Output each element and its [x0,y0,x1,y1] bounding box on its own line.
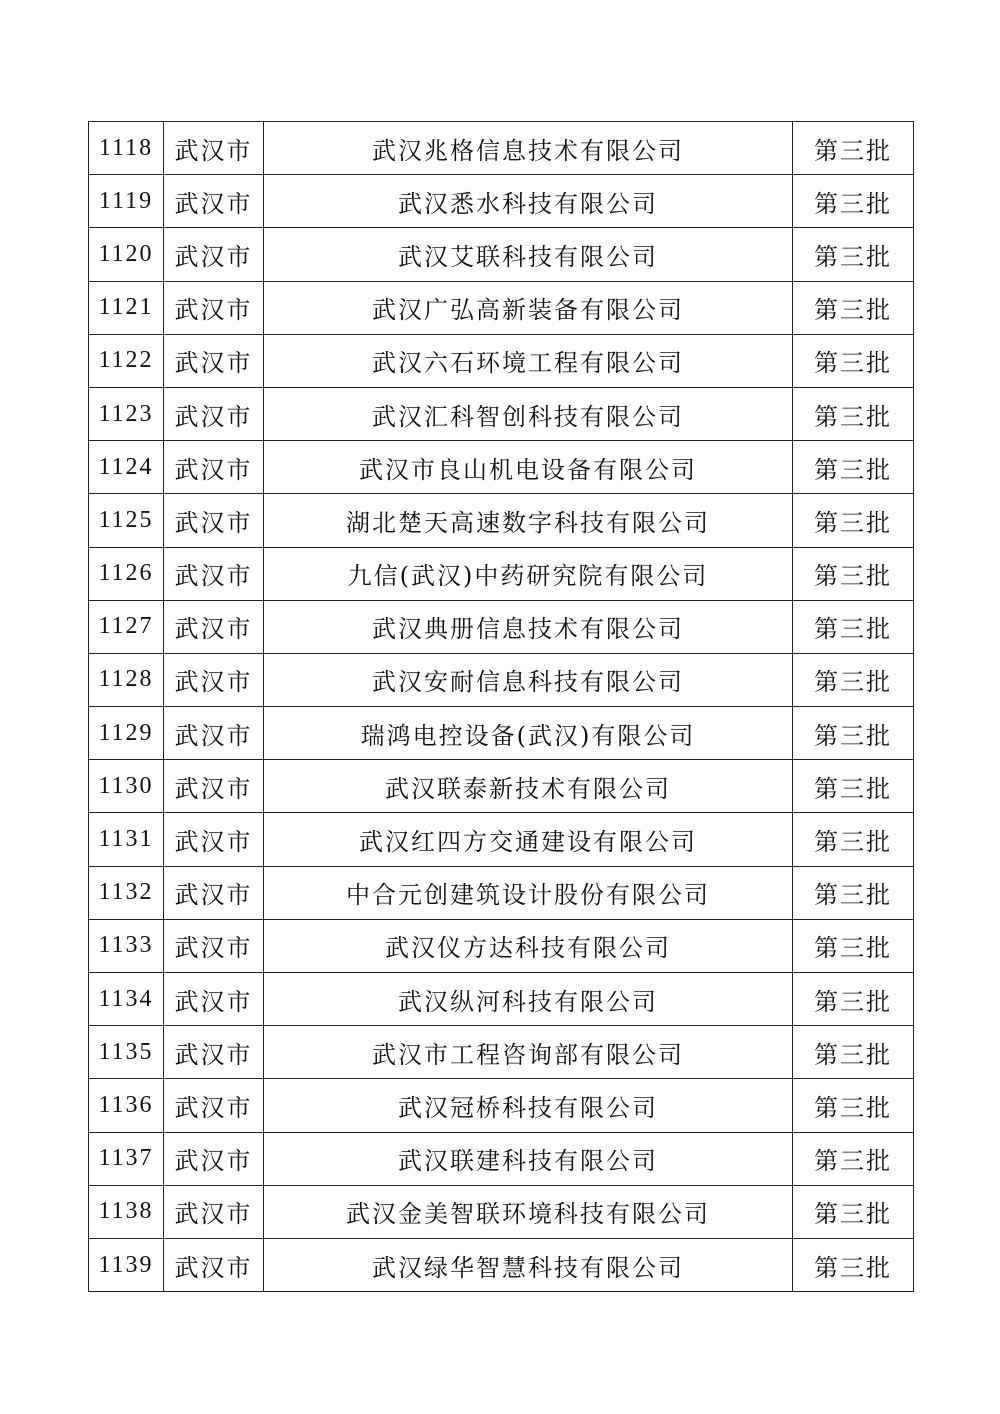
city-cell: 武汉市 [164,707,264,760]
row-number: 1124 [89,441,164,494]
table-body [89,122,914,1292]
batch-cell: 第三批 [793,441,914,494]
company-name-cell: 武汉绿华智慧科技有限公司 [264,1238,793,1291]
row-number: 1121 [89,281,164,334]
company-name-cell: 武汉市工程咨询部有限公司 [264,1026,793,1079]
batch-cell: 第三批 [793,973,914,1026]
company-name-cell: 湖北楚天高速数字科技有限公司 [264,494,793,547]
city-cell: 武汉市 [164,122,264,175]
company-name-cell: 武汉市良山机电设备有限公司 [264,441,793,494]
row-number: 1120 [89,228,164,281]
table-row [89,760,914,813]
table-row [89,1079,914,1132]
city-cell: 武汉市 [164,866,264,919]
company-name-cell: 武汉六石环境工程有限公司 [264,334,793,387]
row-number: 1129 [89,707,164,760]
company-name-cell: 武汉纵河科技有限公司 [264,973,793,1026]
batch-cell: 第三批 [793,547,914,600]
row-number: 1139 [89,1238,164,1291]
row-number: 1118 [89,122,164,175]
city-cell: 武汉市 [164,1026,264,1079]
city-cell: 武汉市 [164,387,264,440]
table-row [89,600,914,653]
company-name-cell: 武汉安耐信息科技有限公司 [264,653,793,706]
company-name-cell: 九信(武汉)中药研究院有限公司 [264,547,793,600]
city-cell: 武汉市 [164,1132,264,1185]
table-row [89,494,914,547]
city-cell: 武汉市 [164,281,264,334]
row-number: 1138 [89,1185,164,1238]
row-number: 1136 [89,1079,164,1132]
row-number: 1126 [89,547,164,600]
company-name-cell: 武汉联泰新技术有限公司 [264,760,793,813]
row-number: 1131 [89,813,164,866]
table-row [89,228,914,281]
city-cell: 武汉市 [164,441,264,494]
company-name-cell: 武汉仪方达科技有限公司 [264,919,793,972]
table-row [89,653,914,706]
table-row [89,387,914,440]
table-row [89,122,914,175]
row-number: 1135 [89,1026,164,1079]
company-name-cell: 武汉艾联科技有限公司 [264,228,793,281]
table-row [89,175,914,228]
row-number: 1123 [89,387,164,440]
row-number: 1122 [89,334,164,387]
company-name-cell: 武汉冠桥科技有限公司 [264,1079,793,1132]
city-cell: 武汉市 [164,547,264,600]
table-row [89,813,914,866]
batch-cell: 第三批 [793,1132,914,1185]
row-number: 1134 [89,973,164,1026]
table-row [89,973,914,1026]
table-row [89,334,914,387]
company-name-cell: 武汉红四方交通建设有限公司 [264,813,793,866]
company-name-cell: 武汉典册信息技术有限公司 [264,600,793,653]
row-number: 1130 [89,760,164,813]
table-row [89,866,914,919]
table-row [89,1026,914,1079]
batch-cell: 第三批 [793,919,914,972]
row-number: 1128 [89,653,164,706]
city-cell: 武汉市 [164,760,264,813]
row-number: 1133 [89,919,164,972]
company-name-cell: 武汉金美智联环境科技有限公司 [264,1185,793,1238]
city-cell: 武汉市 [164,600,264,653]
batch-cell: 第三批 [793,494,914,547]
city-cell: 武汉市 [164,1079,264,1132]
batch-cell: 第三批 [793,866,914,919]
city-cell: 武汉市 [164,334,264,387]
city-cell: 武汉市 [164,973,264,1026]
company-name-cell: 武汉兆格信息技术有限公司 [264,122,793,175]
table-row [89,1132,914,1185]
batch-cell: 第三批 [793,760,914,813]
city-cell: 武汉市 [164,919,264,972]
row-number: 1137 [89,1132,164,1185]
company-name-cell: 瑞鸿电控设备(武汉)有限公司 [264,707,793,760]
batch-cell: 第三批 [793,1026,914,1079]
company-name-cell: 中合元创建筑设计股份有限公司 [264,866,793,919]
batch-cell: 第三批 [793,1079,914,1132]
batch-cell: 第三批 [793,813,914,866]
city-cell: 武汉市 [164,228,264,281]
table-row [89,547,914,600]
company-list-table [88,121,914,1292]
batch-cell: 第三批 [793,281,914,334]
table-row [89,281,914,334]
batch-cell: 第三批 [793,334,914,387]
batch-cell: 第三批 [793,1185,914,1238]
batch-cell: 第三批 [793,387,914,440]
company-name-cell: 武汉广弘高新装备有限公司 [264,281,793,334]
batch-cell: 第三批 [793,707,914,760]
batch-cell: 第三批 [793,175,914,228]
batch-cell: 第三批 [793,228,914,281]
batch-cell: 第三批 [793,653,914,706]
city-cell: 武汉市 [164,494,264,547]
city-cell: 武汉市 [164,653,264,706]
table-row [89,707,914,760]
table-row [89,1185,914,1238]
company-name-cell: 武汉悉水科技有限公司 [264,175,793,228]
batch-cell: 第三批 [793,600,914,653]
batch-cell: 第三批 [793,1238,914,1291]
table-row [89,1238,914,1291]
city-cell: 武汉市 [164,1238,264,1291]
table-row [89,441,914,494]
row-number: 1119 [89,175,164,228]
city-cell: 武汉市 [164,813,264,866]
row-number: 1127 [89,600,164,653]
table-row [89,919,914,972]
city-cell: 武汉市 [164,1185,264,1238]
row-number: 1132 [89,866,164,919]
batch-cell: 第三批 [793,122,914,175]
row-number: 1125 [89,494,164,547]
company-name-cell: 武汉联建科技有限公司 [264,1132,793,1185]
city-cell: 武汉市 [164,175,264,228]
company-name-cell: 武汉汇科智创科技有限公司 [264,387,793,440]
